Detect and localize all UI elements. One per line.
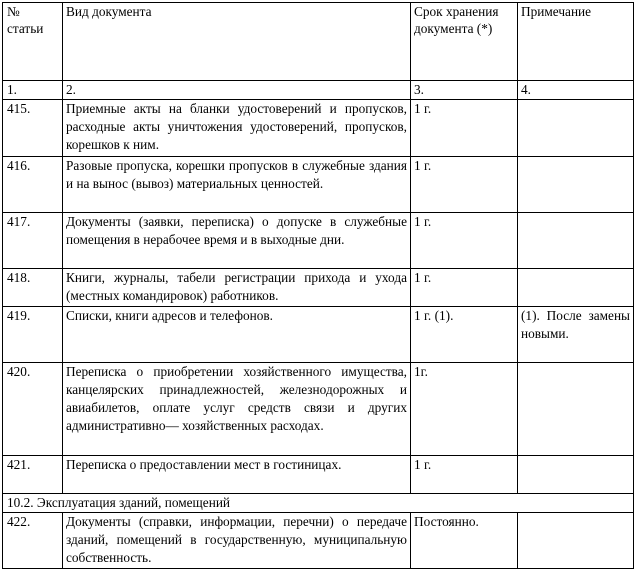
table-row <box>3 157 634 213</box>
row-retention-term: 1 г. (1). <box>411 307 518 363</box>
table-row <box>3 213 634 269</box>
column-number-row <box>3 81 634 100</box>
table-row <box>3 307 634 363</box>
row-document-type: Переписка о приобретении хозяйственного имущества, канцелярских принадлежностей, железнодорожных и авиабилетов, оплате услуг средств связи и других административно— хозяйственных расходах. <box>63 363 411 456</box>
row-document-type: Книги, журналы, табели регистрации прихода и ухода (местных командировок) работников. <box>63 269 411 307</box>
retention-schedule-table <box>2 2 634 569</box>
header-article-number: № статьи <box>3 3 63 81</box>
column-number-2: 2. <box>63 81 411 100</box>
header-retention-term: Срок хранения документа (*) <box>411 3 518 81</box>
row-note <box>518 269 634 307</box>
row-article-number: 420. <box>3 363 63 456</box>
row-document-type: Переписка о предоставлении мест в гостиницах. <box>63 456 411 494</box>
header-note: Примечание <box>518 3 634 81</box>
column-number-4: 4. <box>518 81 634 100</box>
row-article-number: 419. <box>3 307 63 363</box>
row-document-type: Приемные акты на бланки удостоверений и пропусков, расходные акты уничтожения удостоверений, пропусков, корешков к ним. <box>63 100 411 157</box>
row-note <box>518 100 634 157</box>
row-article-number: 421. <box>3 456 63 494</box>
row-article-number: 415. <box>3 100 63 157</box>
row-document-type: Документы (справки, информации, перечни) о передаче зданий, помещений в государственную, муниципальную собственность. <box>63 513 411 569</box>
row-retention-term: Постоянно. <box>411 513 518 569</box>
row-document-type: Разовые пропуска, корешки пропусков в служебные здания и на вынос (вывоз) материальных ценностей. <box>63 157 411 213</box>
row-document-type: Документы (заявки, переписка) о допуске в служебные помещения в нерабочее время и в выходные дни. <box>63 213 411 269</box>
row-note: (1). После замены новыми. <box>518 307 634 363</box>
row-note <box>518 363 634 456</box>
header-row <box>3 3 634 81</box>
table-row <box>3 363 634 456</box>
row-article-number: 422. <box>3 513 63 569</box>
row-document-type: Списки, книги адресов и телефонов. <box>63 307 411 363</box>
row-article-number: 417. <box>3 213 63 269</box>
row-retention-term: 1 г. <box>411 269 518 307</box>
table-row <box>3 513 634 569</box>
row-note <box>518 157 634 213</box>
column-number-1: 1. <box>3 81 63 100</box>
row-retention-term: 1г. <box>411 363 518 456</box>
row-note <box>518 456 634 494</box>
section-heading: 10.2. Эксплуатация зданий, помещений <box>3 494 634 513</box>
header-document-type: Вид документа <box>63 3 411 81</box>
row-retention-term: 1 г. <box>411 157 518 213</box>
row-note <box>518 513 634 569</box>
row-note <box>518 213 634 269</box>
document-table-wrapper <box>2 2 634 569</box>
table-row <box>3 100 634 157</box>
row-retention-term: 1 г. <box>411 100 518 157</box>
section-row <box>3 494 634 513</box>
row-article-number: 416. <box>3 157 63 213</box>
table-row <box>3 269 634 307</box>
column-number-3: 3. <box>411 81 518 100</box>
table-row <box>3 456 634 494</box>
row-article-number: 418. <box>3 269 63 307</box>
row-retention-term: 1 г. <box>411 456 518 494</box>
row-retention-term: 1 г. <box>411 213 518 269</box>
